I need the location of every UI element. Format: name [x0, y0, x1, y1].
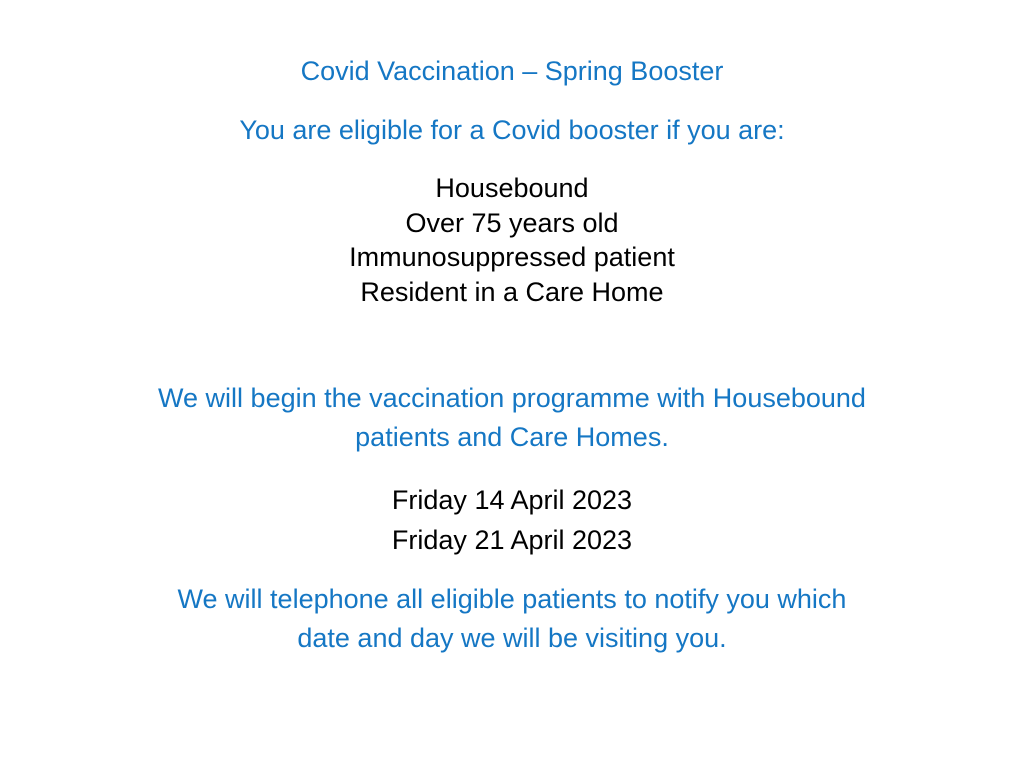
list-item: Immunosuppressed patient: [349, 242, 675, 273]
date-list: [0, 481, 1024, 559]
date-item: Friday 21 April 2023: [391, 524, 633, 555]
poster-page: [0, 56, 1024, 782]
telephone-line: date and day we will be visiting you.: [297, 622, 727, 653]
eligibility-heading: You are eligible for a Covid booster if you are:: [239, 114, 785, 145]
list-item: Housebound: [435, 172, 589, 203]
programme-statement: [0, 379, 1024, 457]
telephone-notice: [0, 580, 1024, 658]
page-title: Covid Vaccination – Spring Booster: [300, 56, 724, 86]
eligibility-list: [0, 173, 1024, 309]
list-item: Resident in a Care Home: [360, 277, 664, 308]
telephone-line: We will telephone all eligible patients to notify you which: [177, 583, 847, 614]
date-item: Friday 14 April 2023: [391, 485, 633, 516]
programme-line: patients and Care Homes.: [355, 422, 669, 453]
list-item: Over 75 years old: [405, 207, 619, 238]
programme-line: We will begin the vaccination programme with Housebound: [158, 383, 866, 414]
